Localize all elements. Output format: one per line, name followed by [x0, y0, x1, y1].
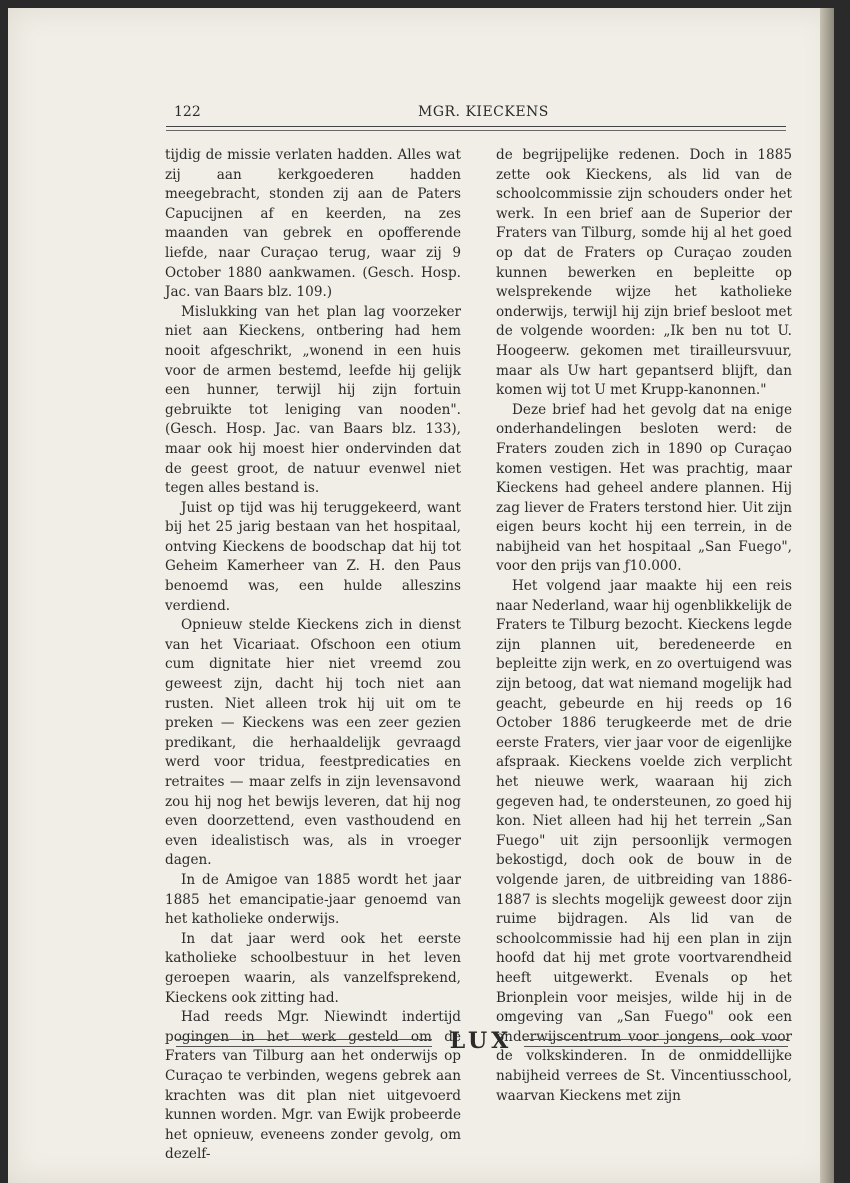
footer-masthead: LUX — [449, 1028, 513, 1054]
header-rule — [166, 126, 786, 127]
book-spine — [820, 8, 834, 1183]
page-header — [166, 102, 788, 126]
left-column — [165, 146, 461, 1165]
paragraph: Deze brief had het gevolg dat na enige onderhandelingen besloten werd: de Fraters zouden zich in 1890 op Curaçao komen vestigen. Het was prachtig, maar Kieckens had geheel andere plannen. Hij zag liever de Fraters terstond hier. Uit zijn eigen beurs kocht hij een terrein, in de nabijheid van het hospitaal „San Fuego", voor den prijs van ƒ10.000. — [496, 401, 792, 575]
page-number: 122 — [174, 104, 201, 120]
right-column — [496, 146, 792, 1106]
footer-rule-right — [524, 1039, 788, 1047]
header-rule-thin — [166, 130, 786, 131]
paragraph: Mislukking van het plan lag voorzeker niet aan Kieckens, ontbering had hem nooit afgeschrikt, „wonend in een huis voor de armen bestemd, leefde hij gelijk een hunner, terwijl hij zijn fortuin gebruikte tot leniging van nooden". (Gesch. Hosp. Jac. van Baars blz. 133), maar ook hij moest hier ondervinden dat de geest groot, de natuur evenwel niet tegen alles bestand is. — [165, 303, 461, 497]
paragraph: Opnieuw stelde Kieckens zich in dienst van het Vicariaat. Ofschoon een otium cum dignitate hier niet vreemd zou geweest zijn, dacht hij toch niet aan rusten. Niet alleen trok hij uit om te preken — Kieckens was een zeer gezien predikant, die herhaaldelijk gevraagd werd voor tridua, feestpredicaties en retraites — maar zelfs in zijn levensavond zou hij nog het bewijs leveren, dat hij nog even doorzettend, even vasthoudend en even idealistisch was, als in vroeger dagen. — [165, 617, 461, 869]
paragraph: Juist op tijd was hij teruggekeerd, want bij het 25 jarig bestaan van het hospitaal, ontving Kieckens de boodschap dat hij tot Geheim Kamerheer van Z. H. den Paus benoemd was, een hulde alleszins verdiend. — [165, 499, 461, 614]
book-page — [8, 8, 834, 1183]
paragraph: de begrijpelijke redenen. Doch in 1885 zette ook Kieckens, als lid van de schoolcommissie zijn schouders onder het werk. In een brief aan de Superior der Fraters van Tilburg, somde hij al het goed op dat de Fraters op Curaçao zouden kunnen bewerken en bepleitte op welsprekende wijze het katholieke onderwijs, terwijl hij zijn brief besloot met de volgende woorden: „Ik ben nu tot U. Hoogeerw. gekomen met tirailleursvuur, maar als Uw hart gepantserd blijft, dan komen wij tot U met Krupp-kanonnen." — [496, 147, 792, 399]
paragraph: tijdig de missie verlaten hadden. Alles wat zij aan kerkgoederen hadden meegebracht, stonden zij aan de Paters Capucijnen af en keerden, na zes maanden van gebrek en opofferende liefde, naar Curaçao terug, waar zij 9 October 1880 aankwamen. (Gesch. Hosp. Jac. van Baars blz. 109.) — [165, 147, 461, 301]
running-title: MGR. KIECKENS — [418, 104, 549, 120]
paragraph: Had reeds Mgr. Niewindt indertijd pogingen in het werk gesteld om de Fraters van Tilburg aan het onderwijs op Curaçao te verbinden, wegens gebrek aan krachten was dit plan niet uitgevoerd kunnen worden. Mgr. van Ewijk probeerde het opnieuw, eveneens zonder gevolg, om dezelf- — [165, 1009, 461, 1163]
paragraph: In de Amigoe van 1885 wordt het jaar 1885 het emancipatie-jaar genoemd van het katholieke onderwijs. — [165, 871, 461, 928]
paragraph: Het volgend jaar maakte hij een reis naar Nederland, waar hij ogenblikkelijk de Fraters te Tilburg bezocht. Kieckens legde zijn plannen uit, beredeneerde en bepleitte zijn werk, en zo overtuigend was zijn betoog, dat wat niemand mogelijk had geacht, gebeurde en hij reeds op 16 October 1886 terugkeerde met de drie eerste Fraters, vier jaar voor de eigenlijke afspraak. Kieckens voelde zich verplicht het nieuwe werk, waaraan hij zich gegeven had, te ondersteunen, zo goed hij kon. Niet alleen had hij het terrein „San Fuego" uit zijn persoonlijk vermogen bekostigd, doch ook de bouw in de volgende jaren, de uitbreiding van 1886-1887 is slechts mogelijk geweest door zijn ruime bijdragen. Als lid van de schoolcommissie had hij een plan in zijn hoofd dat hij met grote voortvarendheid heeft uitgewerkt. Evenals op het Brionplein voor meisjes, wilde hij in de omgeving van „San Fuego" ook een onderwijscentrum voor jongens, ook voor de volkskinderen. In de onmiddellijke nabijheid verrees de St. Vincentiusschool, waarvan Kieckens met zijn — [496, 578, 792, 1104]
page-footer — [176, 1030, 788, 1056]
footer-rule-left — [176, 1039, 432, 1047]
paragraph: In dat jaar werd ook het eerste katholieke schoolbestuur in het leven geroepen waarin, als vanzelfsprekend, Kieckens ook zitting had. — [165, 930, 461, 1006]
